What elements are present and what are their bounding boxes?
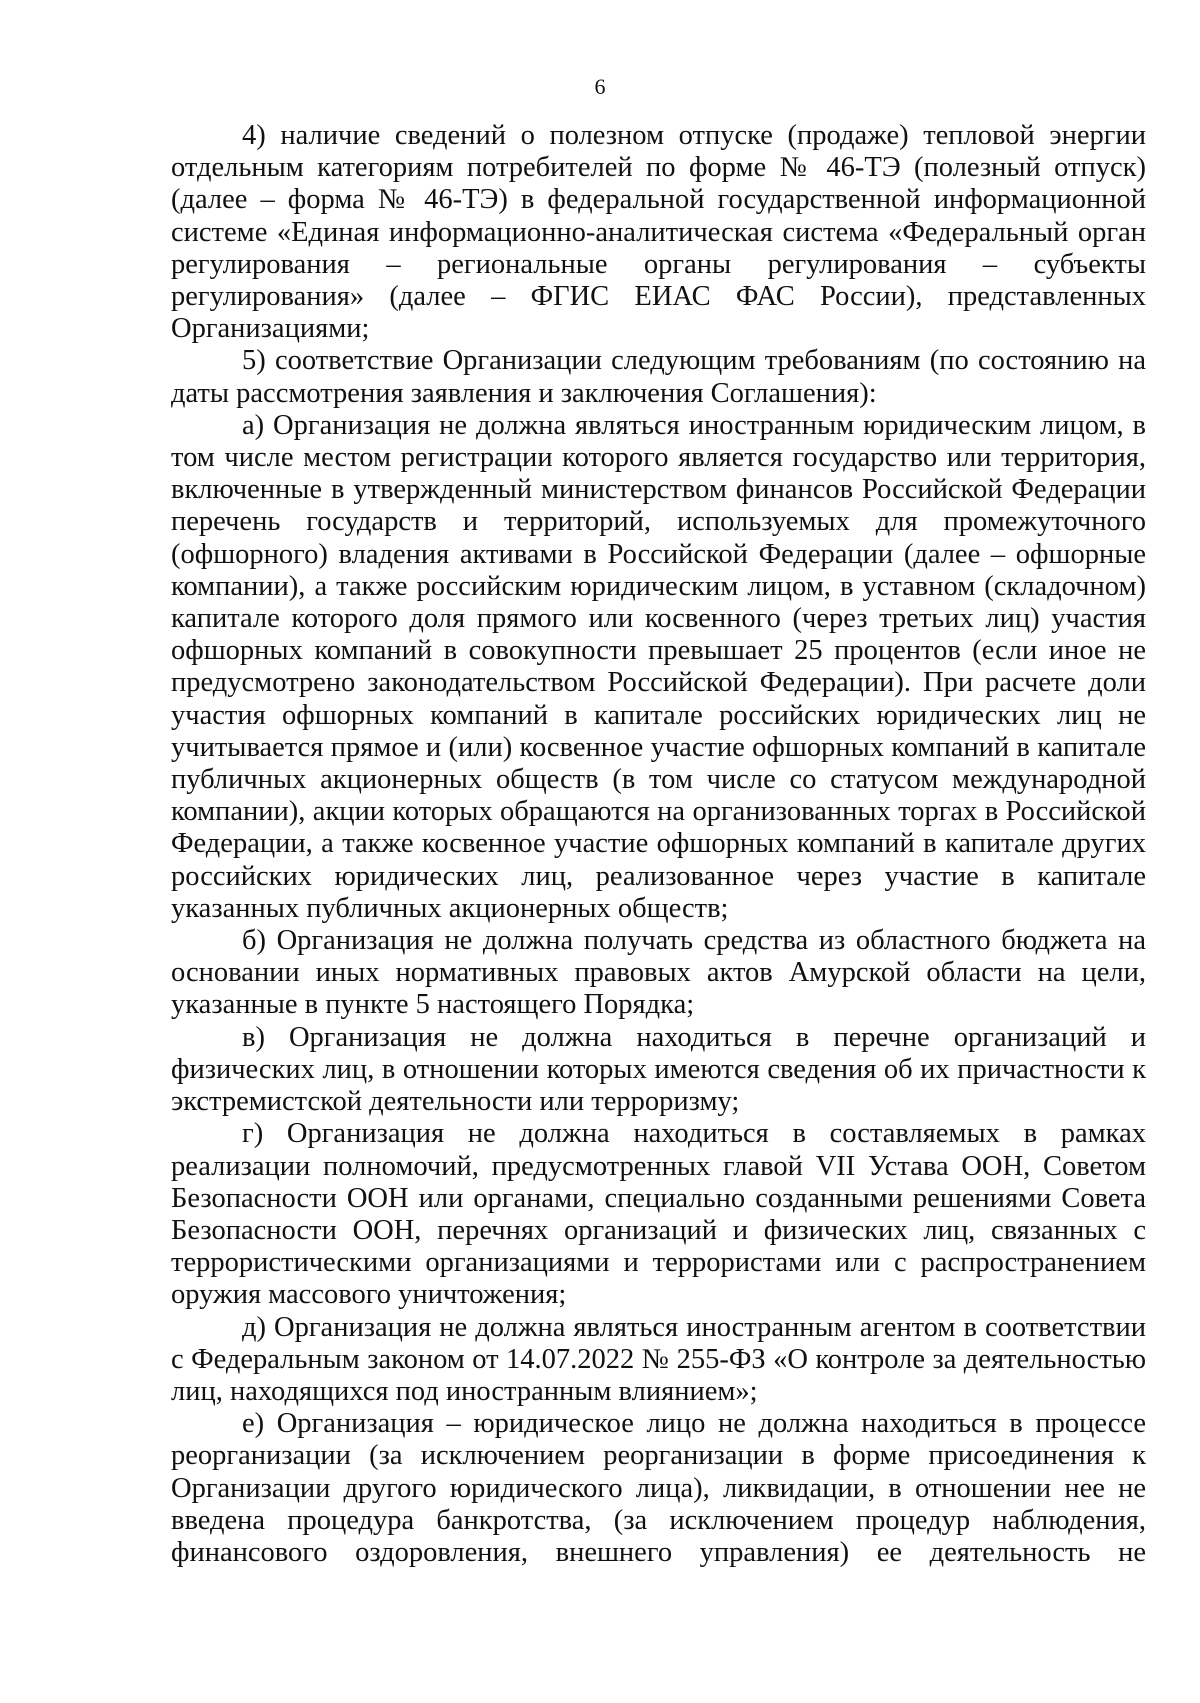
paragraph-subitem-a: а) Организация не должна являться иностранным юридическим лицом, в том числе местом регистрации которого является государство или территория, включенные в утвержденный министерством финансов Российской Федерации перечень государств и территорий, используемых для промежуточного (офшорного) владения активами в Российской Федерации (далее – офшорные компании), а также российским юридическим лицом, в уставном (складочном) капитале которого доля прямого или косвенного (через третьих лиц) участия офшорных компаний в совокупности превышает 25 процентов (если иное не предусмотрено законодательством Российской Федерации). При расчете доли участия офшорных компаний в капитале российских юридических лиц не учитывается прямое и (или) косвенное участие офшорных компаний в капитале публичных акционерных обществ (в том числе со статусом международной компании), акции которых обращаются на организованных торгах в Российской Федерации, а также косвенное участие офшорных компаний в капитале других российских юридических лиц, реализованное через участие в капитале указанных публичных акционерных обществ; — [171, 409, 1146, 924]
paragraph-subitem-b: б) Организация не должна получать средства из областного бюджета на основании иных нормативных правовых актов Амурской области на цели, указанные в пункте 5 настоящего Порядка; — [171, 925, 1146, 1021]
paragraph-subitem-d: д) Организация не должна являться иностранным агентом в соответствии с Федеральным законом от 14.07.2022 № 255-ФЗ «О контроле за деятельностью лиц, находящихся под иностранным влиянием»; — [171, 1311, 1146, 1407]
paragraph-subitem-v: в) Организация не должна находиться в перечне организаций и физических лиц, в отношении которых имеются сведения об их причастности к экстремистской деятельности или терроризму; — [171, 1021, 1146, 1118]
paragraph-item-4: 4) наличие сведений о полезном отпуске (продаже) тепловой энергии отдельным категориям потребителей по форме № 46-ТЭ (полезный отпуск) (далее – форма № 46-ТЭ) в федеральной государственной информационной системе «Единая информационно-аналитическая система «Федеральный орган регулирования – региональные органы регулирования – субъекты регулирования» (далее – ФГИС ЕИАС ФАС России), представленных Организациями; — [171, 120, 1146, 345]
paragraph-subitem-g: г) Организация не должна находиться в составляемых в рамках реализации полномочий, предусмотренных главой VII Устава ООН, Советом Безопасности ООН или органами, специально созданными решениями Совета Безопасности ООН, перечнях организаций и физических лиц, связанных с террористическими организациями и террористами или с распространением оружия массового уничтожения; — [171, 1118, 1146, 1311]
paragraph-subitem-e: е) Организация – юридическое лицо не должна находиться в процессе реорганизации (за исключением реорганизации в форме присоединения к Организации другого юридического лица), ликвидации, в отношении нее не введена процедура банкротства, (за исключением процедур наблюдения, финансового оздоровления, внешнего управления) ее деятельность не — [171, 1408, 1146, 1568]
paragraph-item-5: 5) соответствие Организации следующим требованиям (по состоянию на даты рассмотрения заявления и заключения Соглашения): — [171, 345, 1146, 409]
page-number: 6 — [594, 74, 606, 99]
document-body — [171, 120, 1146, 1569]
